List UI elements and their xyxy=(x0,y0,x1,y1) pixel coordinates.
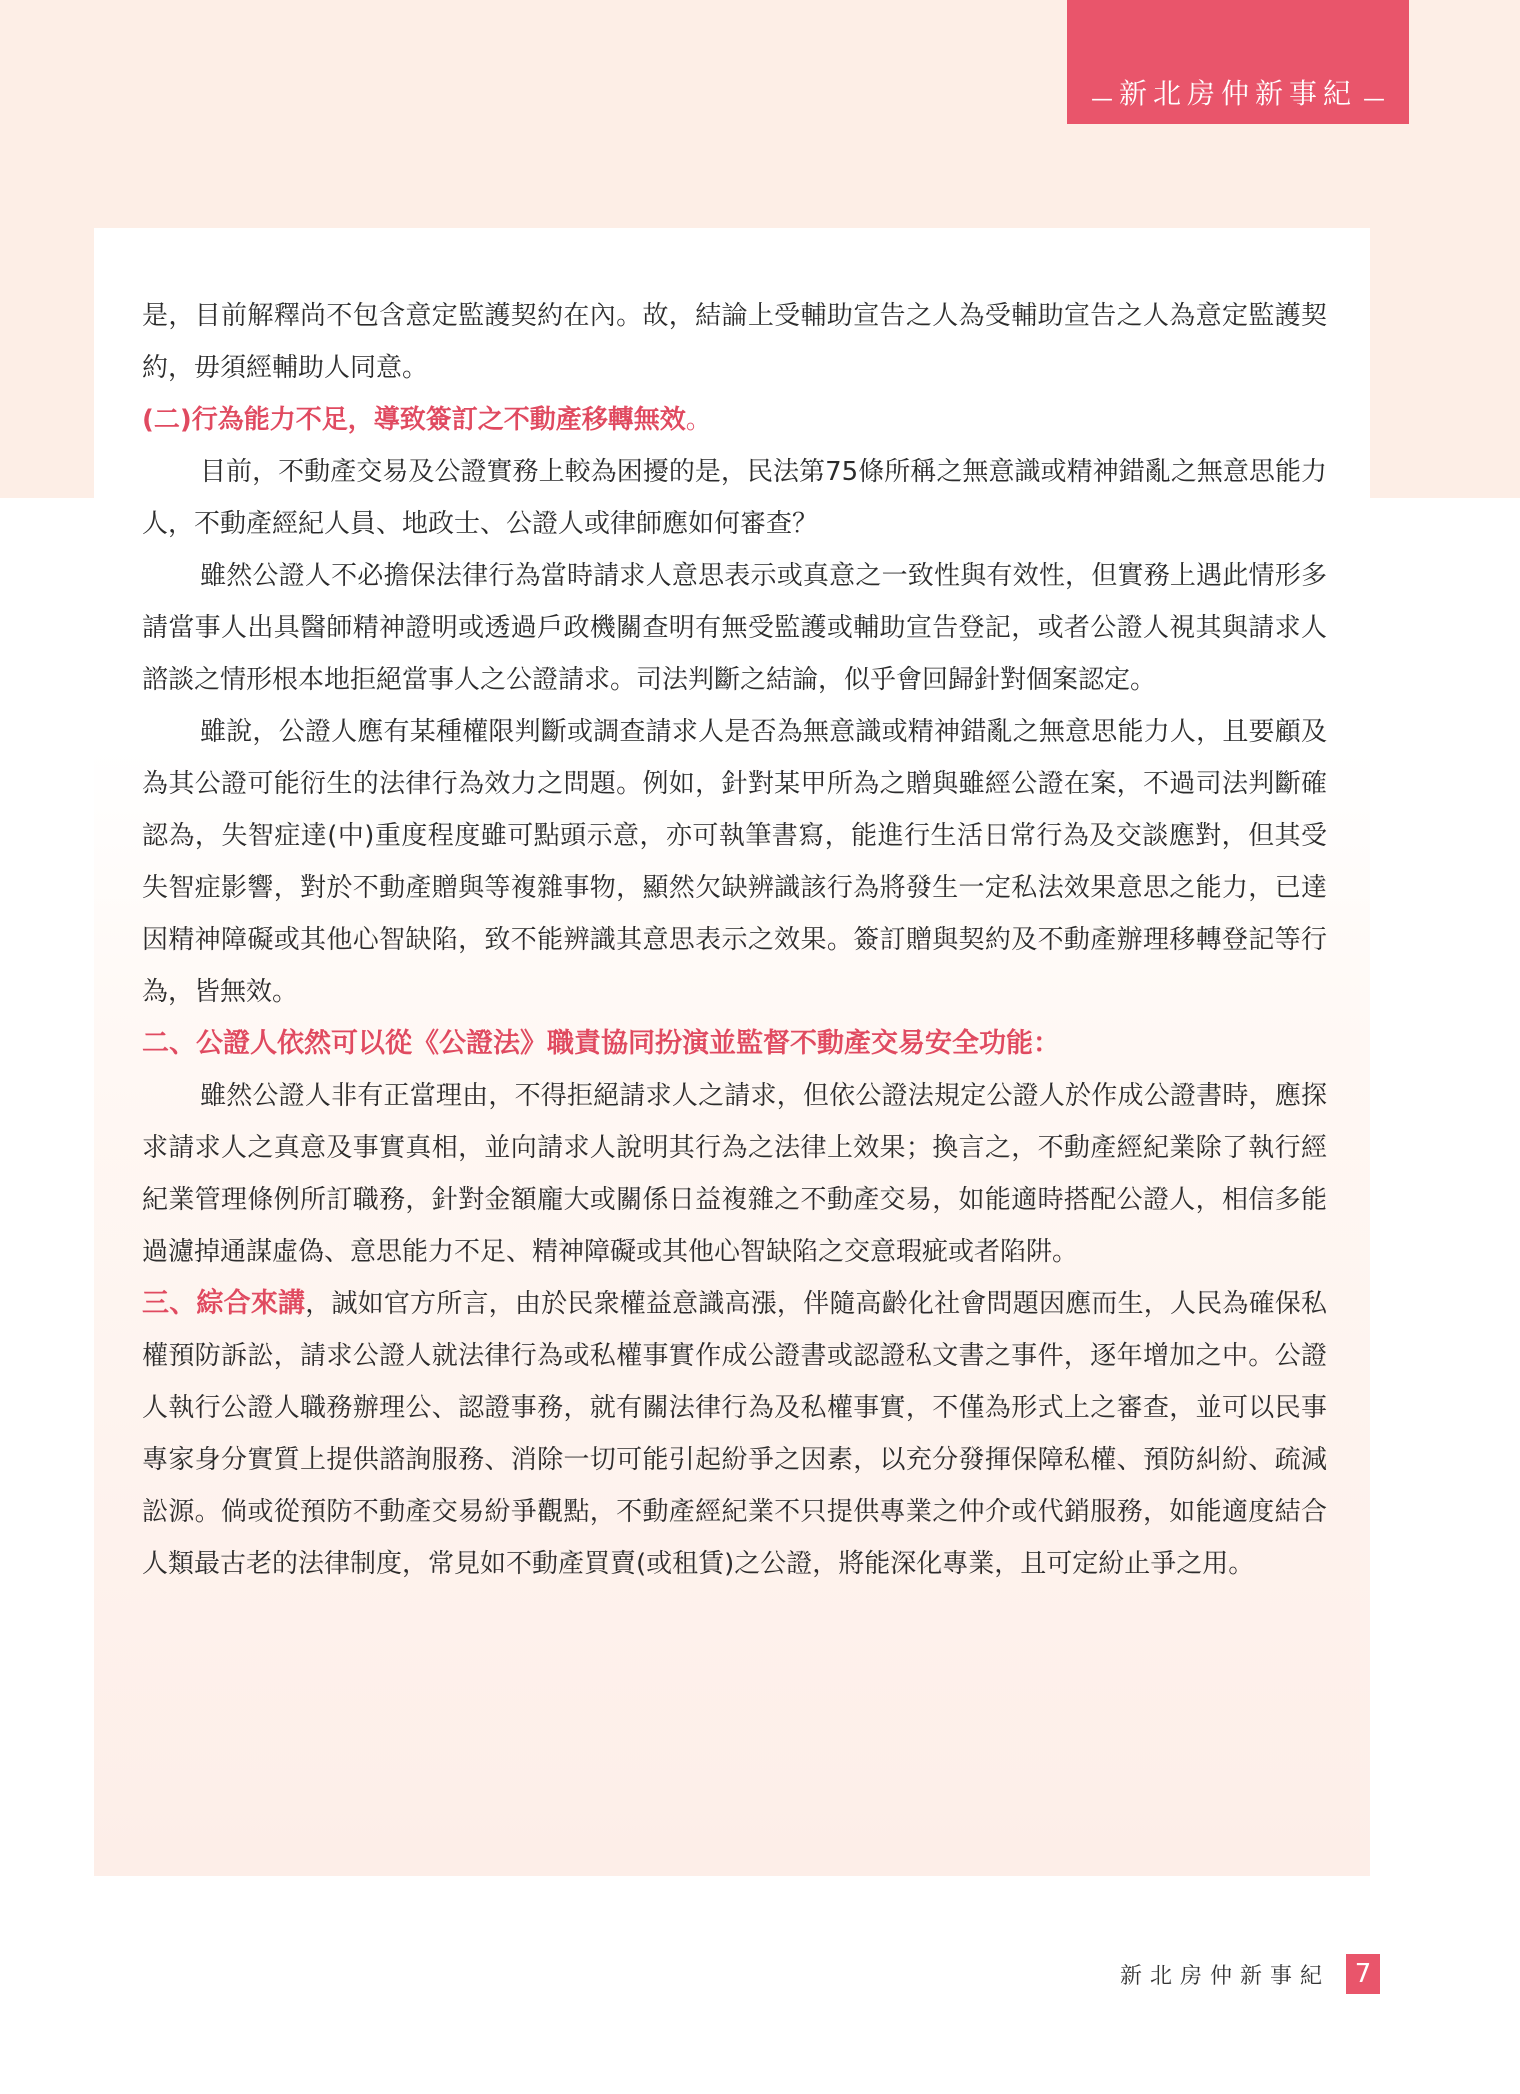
header-dash-right: — xyxy=(1363,87,1385,112)
subheading-2-incapacity xyxy=(142,394,1327,446)
subheading-2-text: (二)行為能力不足，導致簽訂之不動產移轉無效 xyxy=(142,405,686,435)
header-dash-left: — xyxy=(1090,87,1113,112)
paragraph-6 xyxy=(142,1278,1327,1590)
section-heading-3: 三、綜合來講 xyxy=(142,1288,306,1319)
paragraph-2: 目前，不動產交易及公證實務上較為困擾的是，民法第75條所稱之無意識或精神錯亂之無意思能力人，不動產經紀人員、地政士、公證人或律師應如何審查？ xyxy=(142,457,1327,539)
paragraph-5: 雖然公證人非有正當理由，不得拒絕請求人之請求，但依公證法規定公證人於作成公證書時，應探求請求人之真意及事實真相，並向請求人說明其行為之法律上效果；換言之，不動產經紀業除了執行經紀業管理條例所訂職務，針對金額龐大或關係日益複雜之不動產交易，如能適時搭配公證人，相信多能過濾掉通謀虛偽、意思能力不足、精神障礙或其他心智缺陷之交意瑕疵或者陷阱。 xyxy=(142,1081,1327,1267)
page-footer xyxy=(1120,1954,1380,1994)
paragraph-6-text: ，誠如官方所言，由於民衆權益意識高漲，伴隨高齡化社會問題因應而生，人民為確保私權預防訴訟，請求公證人就法律行為或私權事實作成公證書或認證私文書之事件，逐年增加之中。公證人執行公證人職務辦理公、認證事務，就有關法律行為及私權事實，不僅為形式上之審查，並可以民事專家身分實質上提供諮詢服務、消除一切可能引起紛爭之因素，以充分發揮保障私權、預防糾紛、疏減訟源。倘或從預防不動產交易紛爭觀點，不動產經紀業不只提供專業之仲介或代銷服務，如能適度結合人類最古老的法律制度，常見如不動產買賣(或租賃)之公證，將能深化專業，且可定紛止爭之用。 xyxy=(142,1289,1327,1579)
header-tab xyxy=(1067,0,1409,124)
subheading-2-period: 。 xyxy=(685,405,712,435)
section-heading-2: 二、公證人依然可以從《公證法》職責協同扮演並監督不動產交易安全功能： xyxy=(142,1028,1060,1059)
paragraph-3: 雖然公證人不必擔保法律行為當時請求人意思表示或真意之一致性與有效性，但實務上遇此情形多請當事人出具醫師精神證明或透過戶政機關查明有無受監護或輔助宣告登記，或者公證人視其與請求人諮談之情形根本地拒絕當事人之公證請求。司法判斷之結論，似乎會回歸針對個案認定。 xyxy=(142,561,1327,695)
page-number: 7 xyxy=(1346,1954,1380,1994)
paragraph-4: 雖說，公證人應有某種權限判斷或調查請求人是否為無意識或精神錯亂之無意思能力人，且要顧及為其公證可能衍生的法律行為效力之問題。例如，針對某甲所為之贈與雖經公證在案，不過司法判斷確認為，失智症達(中)重度程度雖可點頭示意，亦可執筆書寫，能進行生活日常行為及交談應對，但其受失智症影響，對於不動產贈與等複雜事物，顯然欠缺辨識該行為將發生一定私法效果意思之能力，已達因精神障礙或其他心智缺陷，致不能辨識其意思表示之效果。簽訂贈與契約及不動產辦理移轉登記等行為，皆無效。 xyxy=(142,717,1327,1007)
footer-title: 新北房仲新事紀 xyxy=(1120,1963,1331,1989)
header-title: 新北房仲新事紀 xyxy=(1118,77,1357,110)
paragraph-1: 是，目前解釋尚不包含意定監護契約在內。故，結論上受輔助宣告之人為受輔助宣告之人為意定監護契約，毋須經輔助人同意。 xyxy=(142,301,1327,383)
article-body xyxy=(142,290,1327,1590)
